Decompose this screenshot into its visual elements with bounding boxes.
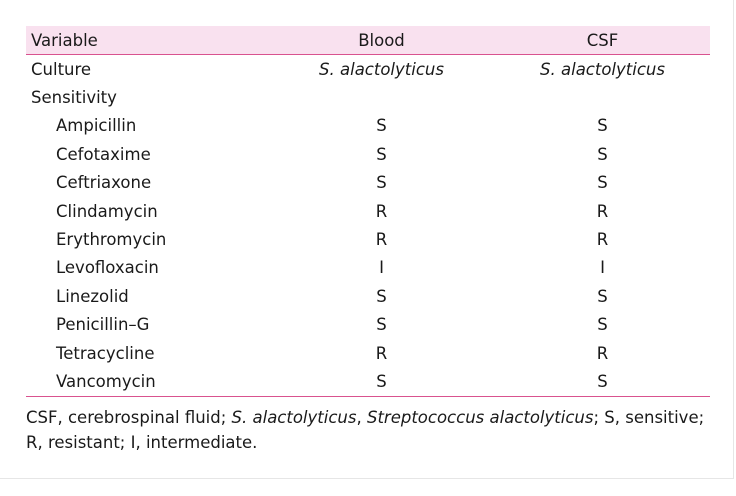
empty-cell	[495, 83, 710, 111]
footnote-italic-1: S. alactolyticus	[231, 408, 357, 427]
table-header-row	[26, 26, 710, 55]
csf-result: R	[596, 230, 609, 250]
footnote-text-1: CSF, cerebrospinal fluid;	[26, 408, 232, 427]
blood-result: S	[268, 367, 495, 396]
csf-result: I	[600, 258, 605, 278]
csf-result: S	[597, 315, 608, 335]
culture-csf: S. alactolyticus	[540, 59, 665, 79]
blood-result: R	[375, 201, 388, 221]
table-row	[26, 225, 710, 253]
culture-blood: S. alactolyticus	[319, 59, 444, 79]
sensitivity-table	[26, 26, 710, 397]
blood-result: S	[376, 144, 387, 164]
empty-cell	[268, 83, 495, 111]
antibiotic-name: Penicillin–G	[56, 315, 150, 335]
table-row	[26, 140, 710, 168]
table-row	[26, 282, 710, 310]
table-row	[26, 311, 710, 339]
antibiotic-name: Levofloxacin	[56, 258, 159, 278]
sensitivity-table-container	[26, 26, 710, 397]
csf-result: S	[597, 173, 608, 193]
antibiotic-name: Vancomycin	[26, 367, 268, 396]
csf-result: R	[596, 201, 609, 221]
table-row	[26, 112, 710, 140]
csf-result: R	[596, 343, 609, 363]
blood-result: S	[376, 116, 387, 136]
antibiotic-name: Linezolid	[56, 286, 129, 306]
table-footnote	[26, 405, 716, 455]
antibiotic-name: Cefotaxime	[56, 144, 151, 164]
footnote-text-3: ; S, sensitive; R, resistant; I, intermediate.	[26, 408, 705, 452]
table-row	[26, 367, 710, 396]
blood-result: S	[376, 315, 387, 335]
antibiotic-name: Erythromycin	[56, 230, 167, 250]
csf-result: S	[597, 286, 608, 306]
table-row	[26, 254, 710, 282]
header-variable: Variable	[26, 26, 268, 55]
antibiotic-name: Ampicillin	[56, 116, 137, 136]
table-row	[26, 169, 710, 197]
antibiotic-name: Tetracycline	[56, 343, 155, 363]
table-row	[26, 197, 710, 225]
antibiotic-name: Clindamycin	[56, 201, 158, 221]
blood-result: R	[375, 230, 388, 250]
header-blood: Blood	[268, 26, 495, 55]
csf-result: S	[495, 367, 710, 396]
blood-result: R	[375, 343, 388, 363]
sensitivity-row	[26, 83, 710, 111]
footnote-italic-2: Streptococcus alactolyticus	[366, 408, 594, 427]
sensitivity-label: Sensitivity	[31, 88, 117, 108]
blood-result: S	[376, 173, 387, 193]
blood-result: I	[379, 258, 384, 278]
blood-result: S	[376, 286, 387, 306]
csf-result: S	[597, 116, 608, 136]
table-row	[26, 339, 710, 367]
culture-row	[26, 55, 710, 84]
culture-label: Culture	[31, 59, 92, 79]
antibiotic-name: Ceftriaxone	[56, 173, 152, 193]
footnote-text-2: ,	[356, 408, 367, 427]
csf-result: S	[597, 144, 608, 164]
header-csf: CSF	[495, 26, 710, 55]
